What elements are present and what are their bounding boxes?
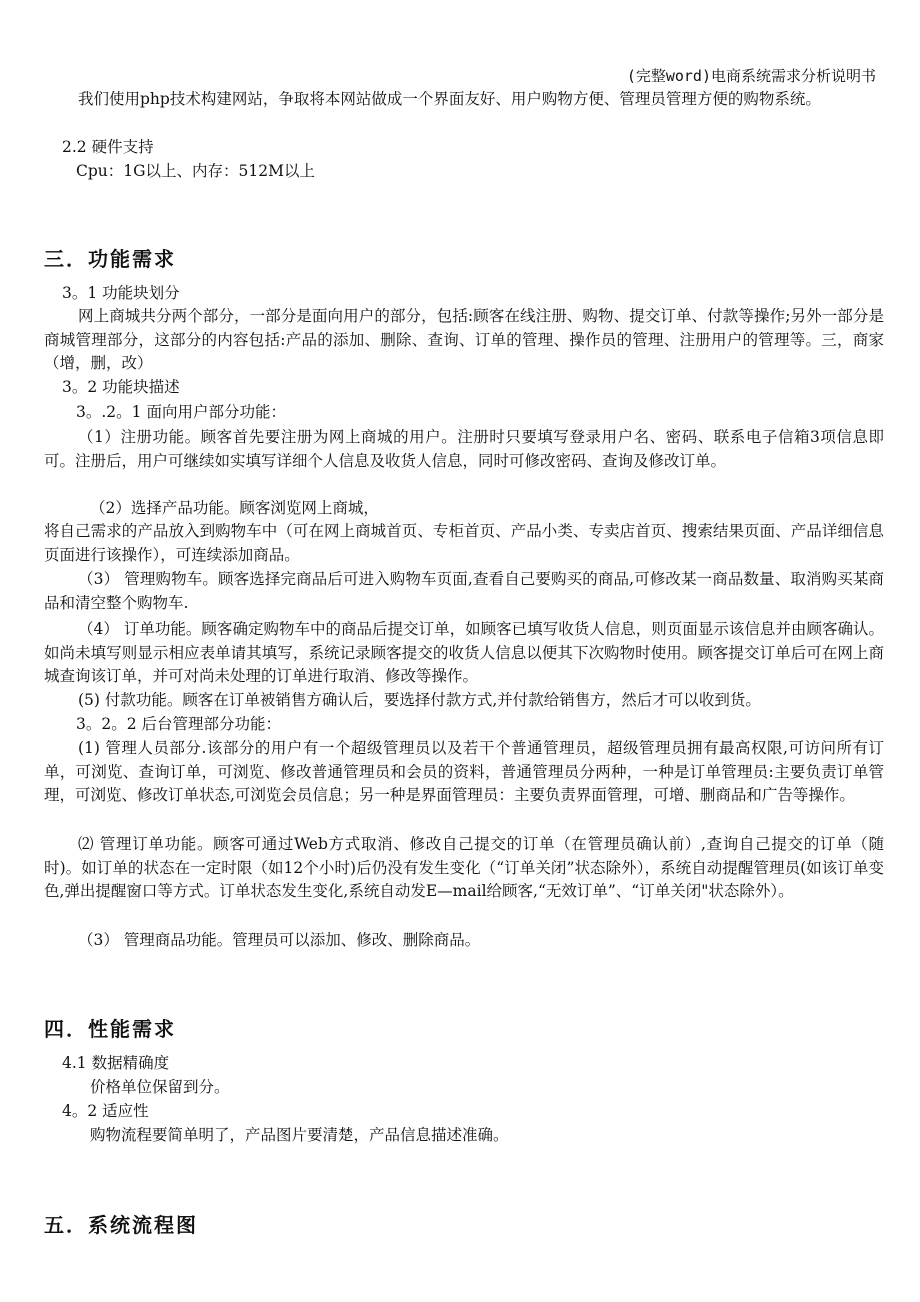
- section-5-title: 五．系统流程图: [44, 1213, 198, 1237]
- user-function-2-line-1: （2）选择产品功能。顾客浏览网上商城，: [90, 499, 379, 517]
- admin-function-2: ⑵ 管理订单功能。顾客可通过Web方式取消、修改自己提交的订单（在管理员确认前）,查询自己提交的订单（随时)。如订单的状态在一定时限（如12个小时)后仍没有发生变化（“订单关闭”状态除外），系统自动提醒管理员(如该订单变色,弹出提醒窗口等方式。订单状态发生变化,系统自动发E—mail给顾客,“无效订单”、“订单关闭"状态除外）。: [44, 835, 884, 900]
- subsection-3-1-text: 网上商城共分两个部分，一部分是面向用户的部分，包括:顾客在线注册、购物、提交订单、付款等操作;另外一部分是商城管理部分，这部分的内容包括:产品的添加、删除、查询、订单的管理、操作员的管理、注册用户的管理等。三，商家（增，删，改）: [44, 307, 884, 372]
- subsection-3-2-heading: 3。2 功能块描述: [62, 378, 180, 396]
- subsection-4-1-heading: 4.1 数据精确度: [62, 1054, 170, 1072]
- hardware-text: Cpu：1G以上、内存：512M以上: [76, 162, 315, 180]
- admin-function-3: （3） 管理商品功能。管理员可以添加、修改、删除商品。: [78, 931, 481, 949]
- subsection-3-2-1-heading: 3。.2。1 面向用户部分功能：: [76, 403, 286, 421]
- subsection-3-1-heading: 3。1 功能块划分: [62, 284, 180, 302]
- intro-paragraph: 我们使用php技术构建网站，争取将本网站做成一个界面友好、用户购物方便、管理员管理方便的购物系统。: [78, 90, 821, 108]
- user-function-4: （4） 订单功能。顾客确定购物车中的商品后提交订单，如顾客已填写收货人信息，则页面显示该信息并由顾客确认。如尚未填写则显示相应表单请其填写，系统记录顾客提交的收货人信息以便其下次购物时使用。顾客提交订单后可在网上商城查询该订单，并可对尚未处理的订单进行取消、修改等操作。: [44, 620, 884, 685]
- subsection-4-1-text: 价格单位保留到分。: [90, 1078, 230, 1096]
- user-function-1: （1）注册功能。顾客首先要注册为网上商城的用户。注册时只要填写登录用户名、密码、联系电子信箱3项信息即可。注册后，用户可继续如实填写详细个人信息及收货人信息，同时可修改密码、查询及修改订单。: [44, 428, 884, 470]
- subsection-4-2-heading: 4。2 适应性: [62, 1102, 149, 1120]
- hardware-heading: 2.2 硬件支持: [62, 138, 154, 156]
- section-3-title: 三．功能需求: [44, 247, 176, 271]
- user-function-3: （3） 管理购物车。顾客选择完商品后可进入购物车页面,查看自己要购买的商品,可修改某一商品数量、取消购买某商品和清空整个购物车.: [44, 570, 884, 612]
- user-function-5: (5) 付款功能。顾客在订单被销售方确认后，要选择付款方式,并付款给销售方，然后才可以收到货。: [78, 691, 761, 709]
- user-function-2-line-2: 将自己需求的产品放入到购物车中（可在网上商城首页、专柜首页、产品小类、专卖店首页、搜索结果页面、产品详细信息页面进行该操作），可连续添加商品。: [44, 522, 884, 564]
- admin-function-1: (1) 管理人员部分.该部分的用户有一个超级管理员以及若干个普通管理员，超级管理员拥有最高权限,可访问所有订单，可浏览、查询订单，可浏览、修改普通管理员和会员的资料，普通管理员分两种，一种是订单管理员:主要负责订单管理，可浏览、修改订单状态,可浏览会员信息；另一种是界面管理员：主要负责界面管理，可增、删商品和广告等操作。: [44, 739, 884, 804]
- running-header: (完整word)电商系统需求分析说明书: [626, 67, 876, 85]
- subsection-3-2-2-heading: 3。2。2 后台管理部分功能：: [76, 715, 282, 733]
- subsection-4-2-text: 购物流程要简单明了，产品图片要清楚，产品信息描述准确。: [90, 1126, 509, 1144]
- section-4-title: 四．性能需求: [44, 1017, 176, 1041]
